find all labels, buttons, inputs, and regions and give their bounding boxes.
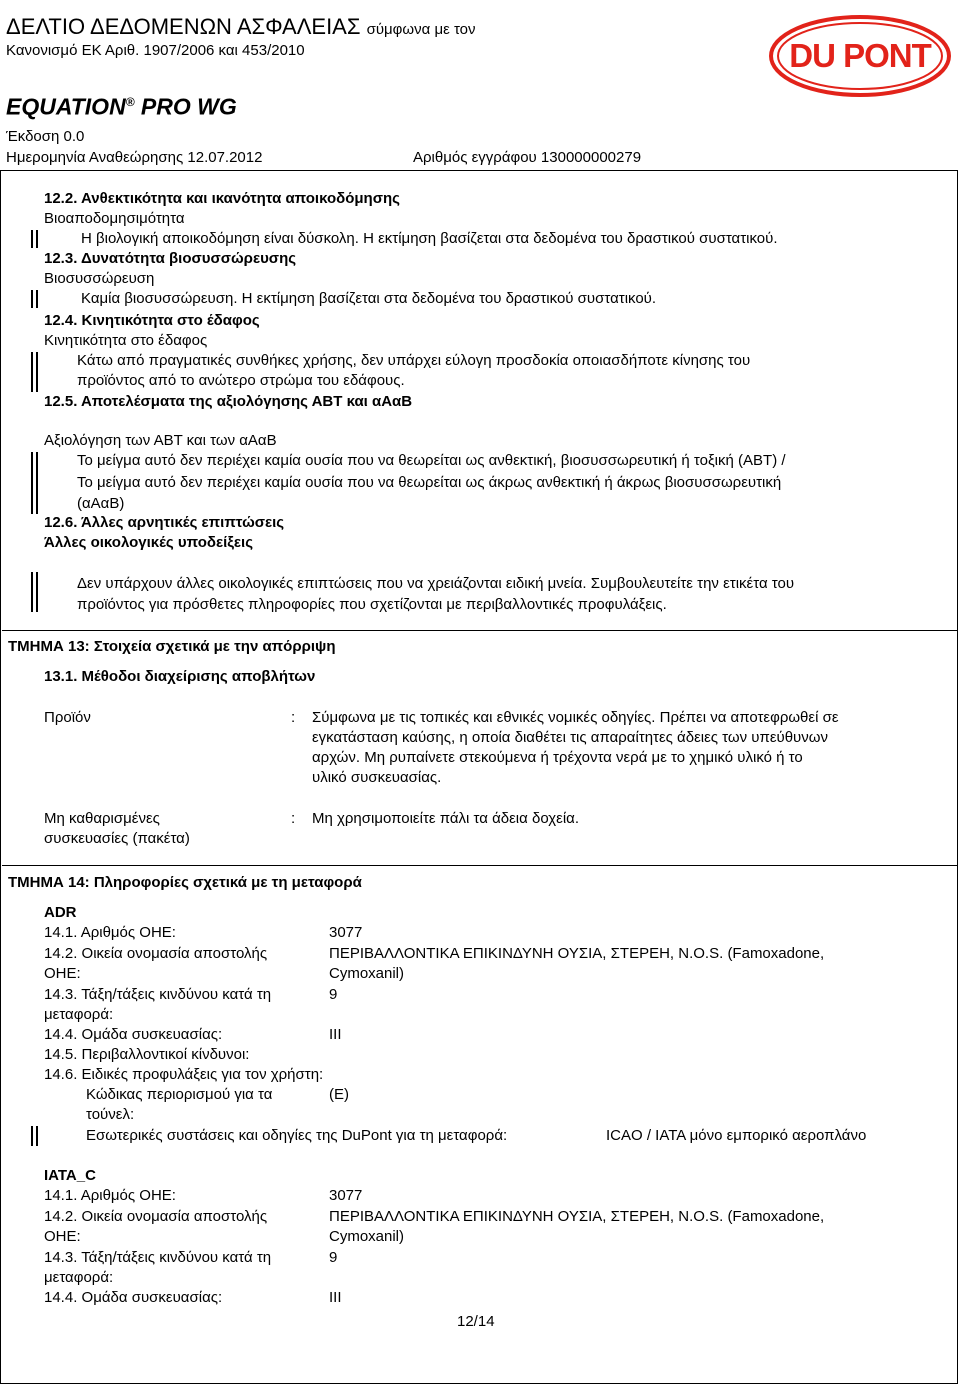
- adr-pg-value: III: [329, 1026, 342, 1043]
- adr-title: ADR: [44, 904, 77, 921]
- heading-12-5: 12.5. Αποτελέσματα της αξιολόγησης ΑΒΤ και αΑαΒ: [44, 393, 413, 410]
- adr-class-value: 9: [329, 986, 338, 1003]
- dupont-logo: [768, 14, 952, 98]
- registered-mark: ®: [125, 95, 135, 109]
- other-effects-text-line2: προϊόντος για πρόσθετες πληροφορίες που σχετίζονται με περιβαλλοντικές προφυλάξεις.: [77, 596, 667, 613]
- product-disposal-line1: Σύμφωνα με τις τοπικές και εθνικές νομικές οδηγίες. Πρέπει να αποτεφρωθεί σε: [312, 709, 839, 726]
- product-name: [6, 88, 237, 121]
- mobility-label: Κινητικότητα στο έδαφος: [44, 332, 208, 349]
- title-main: ΔΕΛΤΙΟ ΔΕΔΟΜΕΝΩΝ ΑΣΦΑΛΕΙΑΣ: [6, 14, 361, 39]
- regulation-line: Κανονισμό ΕΚ Αριθ. 1907/2006 και 453/2010: [6, 42, 305, 59]
- mobility-text-line2: προϊόντος από το ανώτερο στρώμα του εδάφους.: [77, 372, 405, 389]
- adr-internal-value: ICAO / IATA μόνο εμπορικό αεροπλάνο: [606, 1127, 867, 1144]
- adr-name-value1: ΠΕΡΙΒΑΛΛΟΝΤΙΚΑ ΕΠΙΚΙΝΔΥΝΗ ΟΥΣΙΑ, ΣΤΕΡΕΗ, N.O.S. (Famoxadone,: [329, 945, 825, 962]
- iata-pg-label: 14.4. Ομάδα συσκευασίας:: [44, 1289, 223, 1306]
- other-effects-text-line1: Δεν υπάρχουν άλλες οικολογικές επιπτώσεις που να χρειάζονται ειδική μνεία. Συμβουλευτείτε την ετικέτα του: [77, 575, 795, 592]
- biodegradability-label: Βιοαποδομησιμότητα: [44, 210, 185, 227]
- bioaccumulation-label: Βιοσυσσώρευση: [44, 270, 155, 287]
- packaging-colon: :: [291, 810, 296, 827]
- iata-un-label: 14.1. Αριθμός ΟΗΕ:: [44, 1187, 176, 1204]
- biodegradability-text: Η βιολογική αποικοδόμηση είναι δύσκολη. Η εκτίμηση βασίζεται στα δεδομένα του δραστικού συστατικού.: [81, 230, 778, 247]
- pbt-text-line1: Το μείγμα αυτό δεν περιέχει καμία ουσία που να θεωρείται ως ανθεκτική, βιοσυσσωρευτική ή τοξική (ΑΒΤ) /: [77, 452, 786, 469]
- iata-class-value: 9: [329, 1249, 338, 1266]
- section-13-heading: ΤΜΗΜΑ 13: Στοιχεία σχετικά με την απόρριψη: [8, 638, 336, 655]
- pbt-text-line3: (αΑαΒ): [77, 495, 125, 512]
- change-bar: [36, 1126, 38, 1146]
- iata-un-value: 3077: [329, 1187, 363, 1204]
- change-bar: [31, 1126, 33, 1146]
- product-disposal-label: Προϊόν: [44, 709, 91, 726]
- document-number: Αριθμός εγγράφου 130000000279: [413, 149, 642, 166]
- change-bar: [31, 290, 33, 308]
- iata-class-label1: 14.3. Τάξη/τάξεις κινδύνου κατά τη: [44, 1249, 272, 1266]
- adr-name-value2: Cymoxanil): [329, 965, 405, 982]
- change-bar: [36, 452, 38, 514]
- iata-pg-value: III: [329, 1289, 342, 1306]
- iata-name-label2: ΟΗΕ:: [44, 1228, 81, 1245]
- mobility-text-line1: Κάτω από πραγματικές συνθήκες χρήσης, δεν υπάρχει εύλογη προσδοκία οποιασδήποτε κίνησης του: [77, 352, 751, 369]
- heading-13-1: 13.1. Μέθοδοι διαχείρισης αποβλήτων: [44, 668, 316, 685]
- change-bar: [31, 452, 33, 514]
- iata-title: IATA_C: [44, 1167, 96, 1184]
- document-title: [6, 14, 476, 43]
- iata-name-label1: 14.2. Οικεία ονομασία αποστολής: [44, 1208, 268, 1225]
- heading-12-4: 12.4. Κινητικότητα στο έδαφος: [44, 312, 260, 329]
- adr-class-label1: 14.3. Τάξη/τάξεις κινδύνου κατά τη: [44, 986, 272, 1003]
- page-number: 12/14: [457, 1313, 495, 1330]
- iata-name-value1: ΠΕΡΙΒΑΛΛΟΝΤΙΚΑ ΕΠΙΚΙΝΔΥΝΗ ΟΥΣΙΑ, ΣΤΕΡΕΗ, N.O.S. (Famoxadone,: [329, 1208, 825, 1225]
- packaging-text: Μη χρησιμοποιείτε πάλι τα άδεια δοχεία.: [312, 810, 579, 827]
- title-suffix: σύμφωνα με τον: [366, 21, 476, 38]
- adr-un-value: 3077: [329, 924, 363, 941]
- section-divider: [2, 865, 958, 866]
- section-divider: [2, 630, 958, 631]
- iata-name-value2: Cymoxanil): [329, 1228, 405, 1245]
- version-line: Έκδοση 0.0: [6, 128, 85, 145]
- heading-12-3: 12.3. Δυνατότητα βιοσυσσώρευσης: [44, 250, 297, 267]
- product-disposal-line2: εγκατάσταση καύσης, η οποία διαθέτει τις απαραίτητες άδειες των υπεύθυνων: [312, 729, 828, 746]
- iata-class-label2: μεταφορά:: [44, 1269, 114, 1286]
- adr-internal-label: Εσωτερικές συστάσεις και οδηγίες της DuPont για τη μεταφορά:: [86, 1127, 508, 1144]
- change-bar: [36, 290, 38, 308]
- product-name-tail: PRO WG: [140, 93, 237, 120]
- adr-pg-label: 14.4. Ομάδα συσκευασίας:: [44, 1026, 223, 1043]
- heading-12-2: 12.2. Ανθεκτικότητα και ικανότητα αποικοδόμησης: [44, 190, 400, 207]
- change-bar: [36, 352, 38, 392]
- pbt-label: Αξιολόγηση των ΑΒΤ και των αΑαΒ: [44, 432, 277, 449]
- packaging-label-line2: συσκευασίες (πακέτα): [44, 830, 190, 847]
- product-disposal-line4: υλικό συσκευασίας.: [312, 769, 442, 786]
- change-bar: [36, 230, 38, 248]
- pbt-text-line2: Το μείγμα αυτό δεν περιέχει καμία ουσία που να θεωρείται ως άκρως ανθεκτική ή άκρως βιοσυσσωρευτική: [77, 474, 782, 491]
- adr-special-label: 14.6. Ειδικές προφυλάξεις για τον χρήστη:: [44, 1066, 324, 1083]
- bioaccumulation-text: Καμία βιοσυσσώρευση. Η εκτίμηση βασίζεται στα δεδομένα του δραστικού συστατικού.: [81, 290, 657, 307]
- adr-name-label1: 14.2. Οικεία ονομασία αποστολής: [44, 945, 268, 962]
- adr-tunnel-label2: τούνελ:: [86, 1106, 135, 1123]
- heading-12-6: 12.6. Άλλες αρνητικές επιπτώσεις: [44, 514, 285, 531]
- adr-env-label: 14.5. Περιβαλλοντικοί κίνδυνοι:: [44, 1046, 250, 1063]
- adr-class-label2: μεταφορά:: [44, 1006, 114, 1023]
- adr-tunnel-label1: Κώδικας περιορισμού για τα: [86, 1086, 273, 1103]
- revision-date: Ημερομηνία Αναθεώρησης 12.07.2012: [6, 149, 263, 166]
- packaging-label-line1: Μη καθαρισμένες: [44, 810, 160, 827]
- change-bar: [31, 352, 33, 392]
- change-bar: [31, 572, 33, 612]
- section-14-heading: ΤΜΗΜΑ 14: Πληροφορίες σχετικά με τη μεταφορά: [8, 874, 362, 891]
- change-bar: [36, 572, 38, 612]
- adr-name-label2: ΟΗΕ:: [44, 965, 81, 982]
- logo-text: DU PONT: [789, 37, 931, 74]
- change-bar: [31, 230, 33, 248]
- product-disposal-line3: αρχών. Μη ρυπαίνετε στεκούμενα ή τρέχοντα νερά με το χημικό υλικό ή το: [312, 749, 803, 766]
- adr-un-label: 14.1. Αριθμός ΟΗΕ:: [44, 924, 176, 941]
- adr-tunnel-value: (E): [329, 1086, 349, 1103]
- product-name-main: EQUATION: [6, 93, 126, 120]
- product-disposal-colon: :: [291, 709, 296, 726]
- other-effects-label: Άλλες οικολογικές υποδείξεις: [44, 534, 254, 551]
